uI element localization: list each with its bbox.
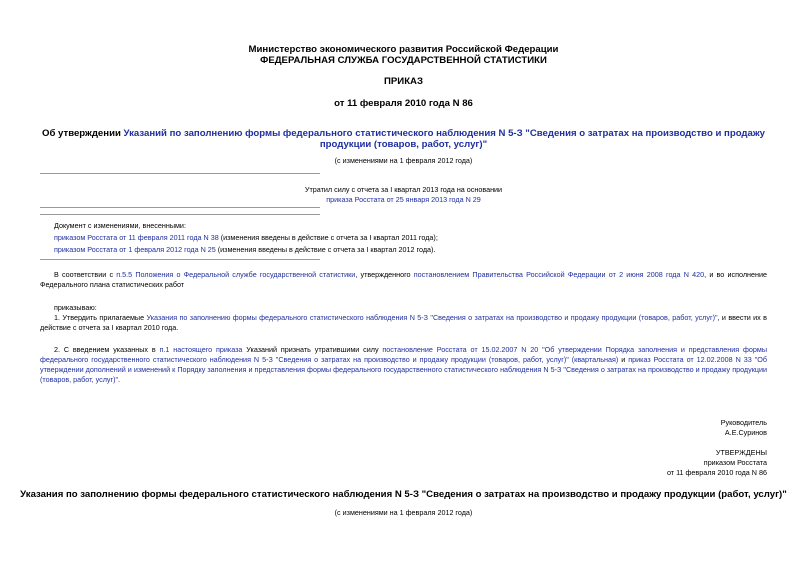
item2-link[interactable]: п.1 настоящего приказа xyxy=(159,345,243,354)
document-title xyxy=(40,128,767,150)
change-item: приказом Росстата от 11 февраля 2011 года N 38 (изменения введены в действие с отчета за I квартал 2011 года); xyxy=(54,233,438,242)
item2-link[interactable]: постановление Росстата от 15.02.2007 N 20 "Об утверждении Порядка заполнения и представления формы федерального государственного статистического наблюдения N 5-З "Сведения о затратах на производство и продажу продукции (товаров, работ, услуг)" (квартальная) xyxy=(40,345,768,364)
preamble-link[interactable]: п.5.5 Положения о Федеральной службе государственной статистики xyxy=(116,270,356,279)
changes-block xyxy=(54,220,774,256)
order-word: приказываю: xyxy=(54,303,97,312)
item2-link[interactable]: приказ Росстата от 12.02.2008 N 33 "Об утверждении дополнений и изменений к Порядку заполнения и представления формы федерального государственного статистического наблюдения N 5-З "Сведения о затратах на производство и продажу продукции (товаров, работ, услуг)" xyxy=(40,355,768,384)
divider xyxy=(40,207,320,208)
expired-text: Утратил силу с отчета за I квартал 2013 года на основании xyxy=(304,185,503,194)
preamble-link[interactable]: постановлением Правительства Российской Федерации от 2 июня 2008 года N 420 xyxy=(413,270,705,279)
preamble-paragraph: В соответствии с п.5.5 Положения о Федеральной службе государственной статистики, утвержденного постановлением Правительства Российской Федерации от 2 июня 2008 года N 420, и во исполнение Федерального плана статистических работ xyxy=(40,270,767,289)
divider xyxy=(40,259,320,260)
divider xyxy=(40,173,320,174)
expired-link[interactable]: приказа Росстата от 25 января 2013 года N 29 xyxy=(326,195,481,204)
expired-notice xyxy=(0,185,807,205)
order-item-1: 1. Утвердить прилагаемые Указания по заполнению формы федерального статистического наблюдения N 5-З "Сведения о затратах на производство и продажу продукции (товаров, работ, услуг)", и ввести их в действие с отчета за I квартал 2010 года. xyxy=(40,313,767,332)
ministry-heading xyxy=(0,44,807,66)
amended-note: (с изменениями на 1 февраля 2012 года) xyxy=(334,156,473,165)
divider xyxy=(40,214,320,215)
changes-intro: Документ с изменениями, внесенными: xyxy=(54,221,186,230)
signature-name: А.Е.Суринов xyxy=(724,428,767,437)
order-item-2: 2. С введением указанных в п.1 настоящего приказа Указаний признать утратившими силу постановление Росстата от 15.02.2007 N 20 "Об утверждении Порядка заполнения и представления формы федерального государственного статистического наблюдения N 5-З "Сведения о затратах на производство и продажу продукции (товаров, работ, услуг)" (квартальная) и приказ Росстата от 12.02.2008 N 33 "Об утверждении дополнений и изменений к Порядку заполнения и представления формы федерального государственного статистического наблюдения N 5-З "Сведения о затратах на производство и продажу продукции (товаров, работ, услуг)". xyxy=(40,345,768,384)
signature-role: Руководитель xyxy=(720,418,767,427)
doc-type: ПРИКАЗ xyxy=(384,76,423,87)
doc-date: от 11 февраля 2010 года N 86 xyxy=(334,98,473,109)
title-link[interactable]: Указаний по заполнению формы федерального статистического наблюдения N 5-З "Сведения о затратах на производство и продажу продукции (товаров, работ, услуг)" xyxy=(123,128,765,150)
title-prefix: Об утверждении xyxy=(42,128,124,139)
item1-link[interactable]: Указания по заполнению формы федерального статистического наблюдения N 5-З "Сведения о затратах на производство и продажу продукции (товаров, работ, услуг)" xyxy=(146,313,718,322)
service-name: ФЕДЕРАЛЬНАЯ СЛУЖБА ГОСУДАРСТВЕННОЙ СТАТИСТИКИ xyxy=(260,55,547,66)
ministry-name: Министерство экономического развития Российской Федерации xyxy=(248,44,559,55)
change-link[interactable]: приказом Росстата от 1 февраля 2012 года N 25 xyxy=(54,245,216,254)
signature-block xyxy=(560,418,767,438)
approved-block: УТВЕРЖДЕНЫ приказом Росстата от 11 февраля 2010 года N 86 xyxy=(666,448,767,477)
change-item: приказом Росстата от 1 февраля 2012 года N 25 (изменения введены в действие с отчета за I квартал 2012 года). xyxy=(54,245,436,254)
change-link[interactable]: приказом Росстата от 11 февраля 2011 года N 38 xyxy=(54,233,219,242)
annex-title: Указания по заполнению формы федерального статистического наблюдения N 5-З "Сведения о затратах на производство и продажу продукции (работ, услуг)" xyxy=(20,489,787,500)
annex-note: (с изменениями на 1 февраля 2012 года) xyxy=(334,508,473,517)
